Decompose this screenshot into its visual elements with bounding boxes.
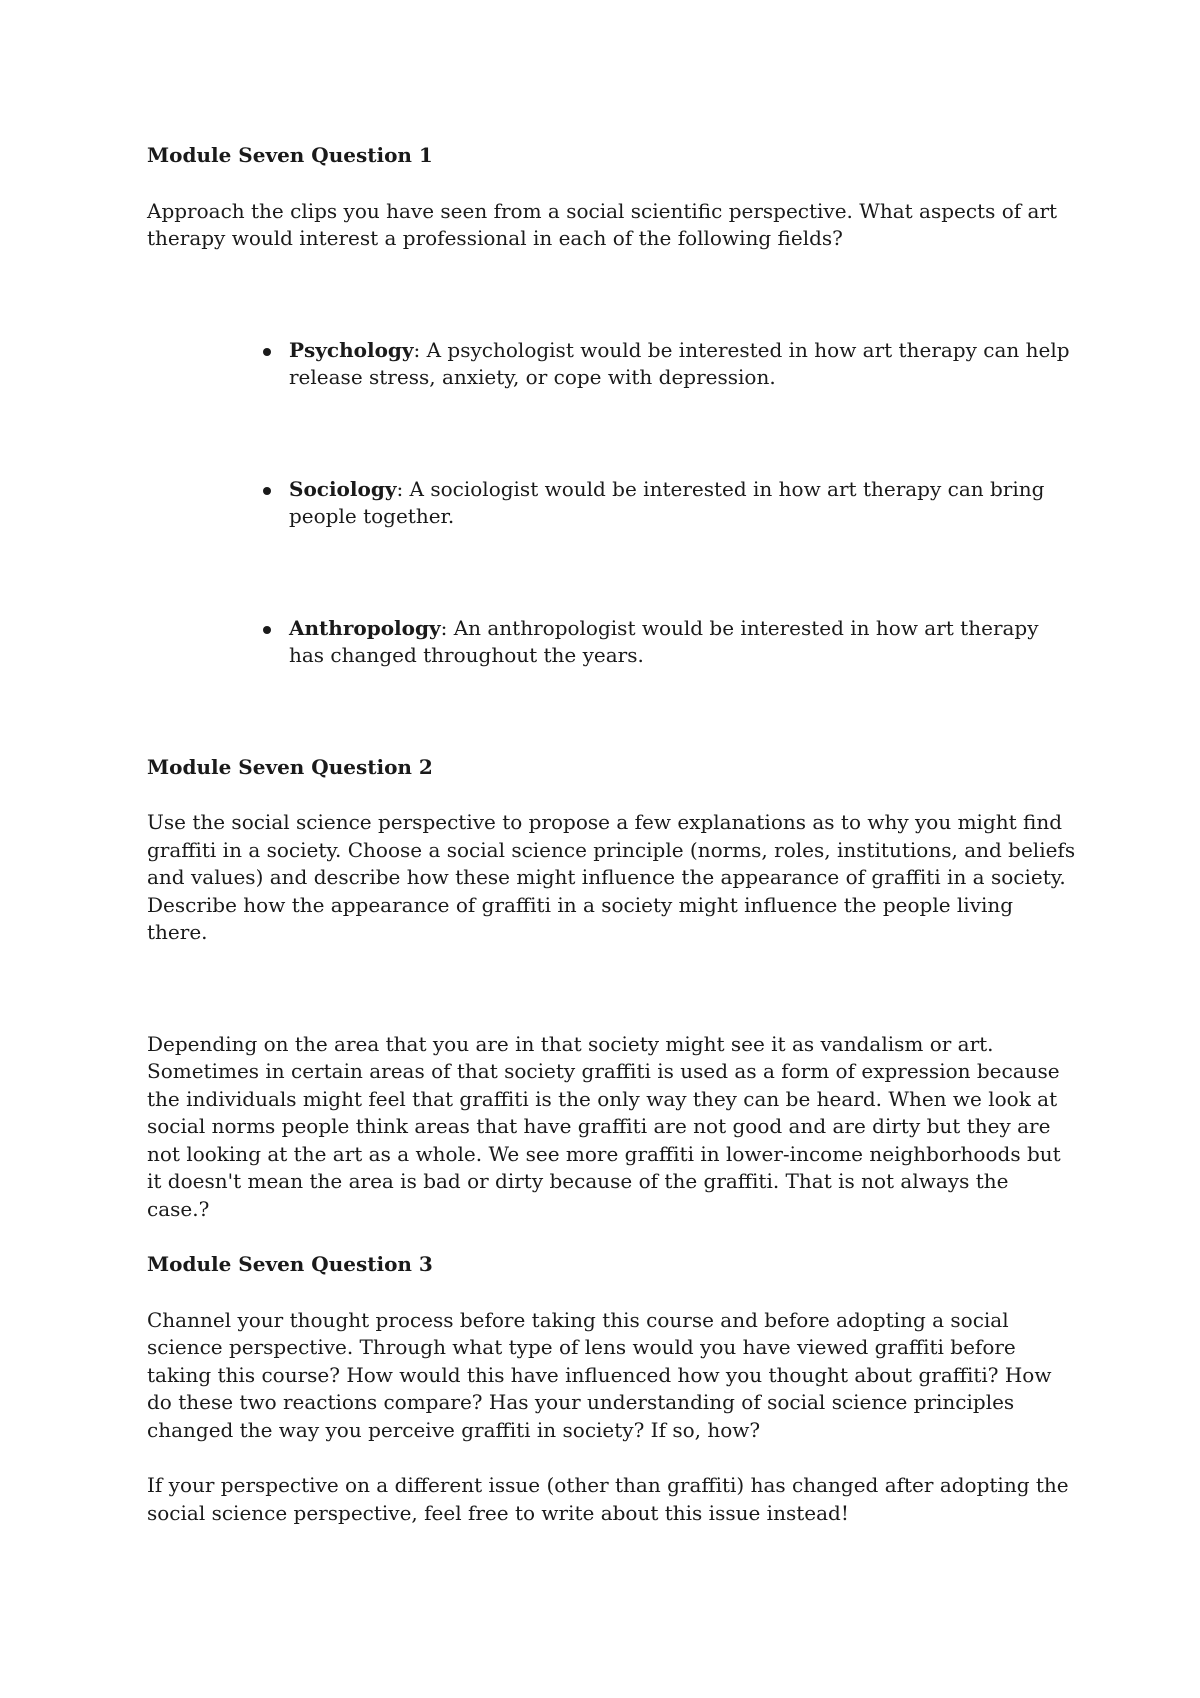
- list-item-psychology: [147, 337, 1077, 392]
- field-description: : An anthropologist would be interested in how art therapy has changed throughout the years.: [289, 615, 1039, 667]
- fields-list: [147, 337, 1077, 670]
- question-1-heading: Module Seven Question 1: [147, 143, 433, 167]
- question-3-section: [147, 1251, 1077, 1527]
- question-1-section: [147, 142, 1077, 670]
- document-page: [147, 142, 1077, 1527]
- list-item-sociology: [147, 476, 1077, 531]
- question-1-prompt: Approach the clips you have seen from a social scientific perspective. What aspects of art therapy would interest a professional in each of the following fields?: [147, 198, 1058, 250]
- question-2-prompt: Use the social science perspective to propose a few explanations as to why you might find graffiti in a society. Choose a social science principle (norms, roles, institutions, and beliefs and values) and describe how these might influence the appearance of graffiti in a society. Describe how the appearance of graffiti in a society might influence the people living there.: [147, 810, 1076, 944]
- question-2-section: [147, 754, 1077, 1224]
- bullet-icon: [263, 348, 271, 356]
- question-2-answer: Depending on the area that you are in that society might see it as vandalism or art. Sometimes in certain areas of that society graffiti is used as a form of expression because the individuals might feel that graffiti is the only way they can be heard. When we look at social norms people think areas that have graffiti are not good and are dirty but they are not looking at the art as a whole. We see more graffiti in lower-income neighborhoods but it doesn't mean the area is bad or dirty because of the graffiti. That is not always the case.?: [147, 1031, 1061, 1221]
- bullet-icon: [263, 626, 271, 634]
- field-term: Sociology: [289, 476, 397, 501]
- field-description: : A sociologist would be interested in how art therapy can bring people together.: [289, 476, 1045, 528]
- question-3-prompt: Channel your thought process before taking this course and before adopting a social science perspective. Through what type of lens would you have viewed graffiti before taking this course? How would this have influenced how you thought about graffiti? How do these two reactions compare? Has your understanding of social science principles changed the way you perceive graffiti in society? If so, how?: [147, 1307, 1052, 1442]
- question-3-note: If your perspective on a different issue (other than graffiti) has changed after adopting the social science perspective, feel free to write about this issue instead!: [147, 1473, 1069, 1525]
- list-item-anthropology: [147, 615, 1077, 670]
- field-term: Anthropology: [289, 615, 441, 640]
- bullet-icon: [263, 487, 271, 495]
- field-description: : A psychologist would be interested in how art therapy can help release stress, anxiety, or cope with depression.: [289, 337, 1070, 389]
- field-term: Psychology: [289, 337, 414, 362]
- question-2-heading: Module Seven Question 2: [147, 754, 433, 779]
- question-3-heading: Module Seven Question 3: [147, 1252, 433, 1276]
